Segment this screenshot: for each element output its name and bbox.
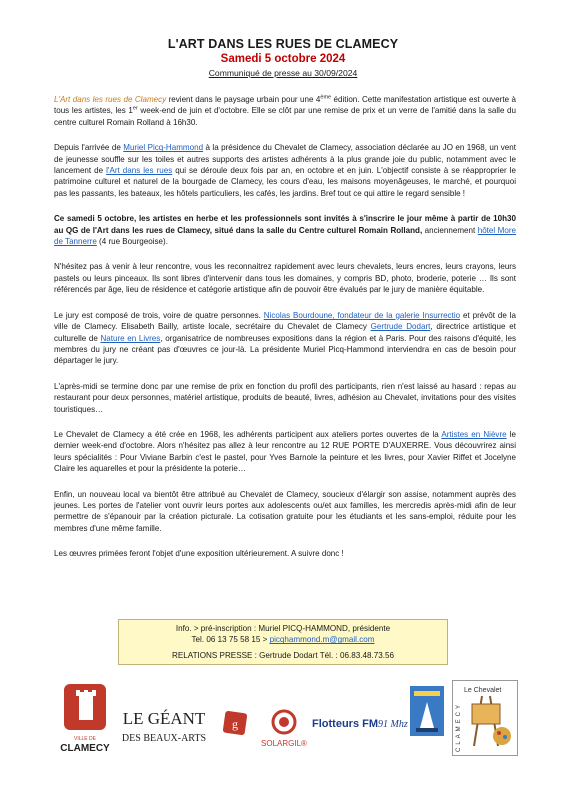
superscript: ème bbox=[320, 94, 332, 101]
link-gertrude-dodart[interactable]: Gertrude Dodart bbox=[370, 322, 431, 332]
solargil-logo bbox=[258, 708, 310, 752]
paragraph-registration bbox=[54, 213, 516, 247]
text: qui se déroule deux fois par an, en octobre et en juin. L'objectif consiste à se réapproprier le patrimoine culturel et naturel de la bourgade de Clamecy, les cours d'eau, les maisons moyenâgeuses, le marché, et pourquoi pas les passants, les bateaux, les hôtels particuliers, les cafés, les jardins. Bref tout ce qui attire le regard sensible ! bbox=[54, 166, 516, 198]
event-date: Samedi 5 octobre 2024 bbox=[220, 53, 346, 65]
text: le dernier week-end d'octobre. Alors n'hésitez pas allez à leur rencontre au 12 RUE PORTE D'AUXERRE. Vous découvrirez ainsi leurs spécialités : Pour Viviane Barbin c'est le pastel, pour Yves Barnole la peinture et les livres, pour Xavier Riffet et Jocelyne Claire les aquarelles et pour la présidente la poterie… bbox=[54, 429, 516, 474]
book-cover-image bbox=[410, 686, 444, 736]
document-body bbox=[54, 94, 516, 560]
paragraph-prizes: L'après-midi se termine donc par une remise de prix en fonction du profil des participants, rien n'est laissé au hasard : repas au restaurant pour deux personnes, matériel artistique, produits de beauté, livres, adhésion au Chevalet, invitations pour des visites touristiques… bbox=[54, 381, 516, 414]
superscript: er bbox=[132, 105, 138, 112]
clamecy-small-text: VILLE DE bbox=[74, 736, 96, 742]
text: , organisatrice de nombreuses expositions dans la région et à Paris. Pour des raisons d'équité, les membres du jury ne créant pas d'œuvres ce jour-là. La présidente Muriel Picq-Hammond interviendra en cas de besoin pour départager le jury. bbox=[54, 333, 516, 366]
info-phone: Tel. 06 13 75 58 15 > bbox=[191, 635, 270, 645]
text: week-end de juin et d'octobre. Elle se clôt par une remise de prix et un verre de l'amitié dans la salle du centre culturel Romain Rolland à 16h30. bbox=[54, 106, 517, 127]
sponsor-logos bbox=[52, 680, 522, 770]
link-nature-en-livres[interactable]: Nature en Livres bbox=[100, 333, 161, 343]
text: anciennement bbox=[422, 225, 478, 235]
paragraph-jury bbox=[54, 310, 516, 367]
paragraph-president bbox=[54, 142, 516, 199]
paragraph-closing: Les œuvres primées feront l'objet d'une exposition ultérieurement. A suivre donc ! bbox=[54, 549, 344, 559]
le-chevalet-logo bbox=[452, 680, 518, 756]
paragraph-meet-artists: N'hésitez pas à venir à leur rencontre, vous les reconnaitrez rapidement avec leurs chevalets, leurs encres, leurs crayons, leurs pastels ou leurs pinceaux. Ils sont libres d'intervenir dans tous les domaines, y compris BD, photo, broderie, poterie … Ils sont référencés par âge, lieu de résidence et catégorie artistique afin de pouvoir être évalués par le jury de manière équitable. bbox=[54, 262, 516, 295]
text: (4 rue Bourgeoise). bbox=[96, 237, 168, 247]
paragraph-new-local: Enfin, un nouveau local va bientôt être attribué au Chevalet de Clamecy, soucieux d'élargir son assise, notamment auprès des jeunes. Les portes de l'atelier vont ouvrir leurs portes aux adolescents ou/et aux familles, les mercredis après-midi afin de leur permettre de s'épanouir par la création picturale. La cotisation gratuite pour les étudiants et les sans-emploi, réduite pour les membres d'une même famille. bbox=[54, 489, 516, 533]
event-name: L'Art dans les rues de Clamecy bbox=[54, 95, 167, 104]
geant-line1: LE GÉANT bbox=[122, 709, 206, 728]
link-nicolas-bourdoune[interactable]: Nicolas Bourdoune, fondateur de la galerie Insurrectio bbox=[263, 310, 461, 320]
info-preinscription: Info. > pré-inscription : Muriel PICQ-HAMMOND, présidente bbox=[175, 624, 391, 633]
text: Depuis l'arrivée de bbox=[54, 143, 124, 153]
text: édition. Cette manifestation artistique est ouverte à tous les artistes, les 1 bbox=[54, 95, 516, 116]
info-phone-line bbox=[119, 634, 447, 645]
email-link[interactable]: picqhammond.m@gmail.com bbox=[269, 635, 375, 645]
chevalet-title: Le Chevalet bbox=[464, 687, 502, 694]
link-hotel-more-de-tannerre[interactable]: hôtel More de Tannerre bbox=[54, 225, 516, 247]
link-artistes-en-nievre[interactable]: Artistes en Nièvre bbox=[441, 429, 507, 439]
text: Le Chevalet de Clamecy a été crée en 1968, les adhérents participent aux ateliers portes ouvertes de la bbox=[54, 429, 442, 439]
text: à la présidence du Chevalet de Clamecy, association déclarée au JO en 1968, un vent de jeunesse souffle sur les toiles et autres supports des artistes adhérents à la plus grande joie du public, notamment avec le lancement de bbox=[54, 143, 516, 176]
svg-text:g: g bbox=[232, 717, 238, 731]
clamecy-logo bbox=[52, 680, 118, 760]
info-press-relations: RELATIONS PRESSE : Gertrude Dodart Tél. : 06.83.48.73.56 bbox=[172, 650, 394, 660]
text: revient dans le paysage urbain pour une 4 bbox=[166, 95, 321, 104]
paragraph-intro bbox=[54, 94, 516, 128]
link-art-dans-les-rues[interactable]: l'Art dans les rues bbox=[106, 166, 173, 176]
text: Le jury est composé de trois, voire de quatre personnes. bbox=[54, 310, 264, 320]
geant-beaux-arts-logo bbox=[120, 708, 256, 752]
text: et prévôt de la ville de Clamecy. Elisabeth Bailly, artiste locale, secrétaire du Chevalet de Clamecy bbox=[54, 310, 516, 332]
link-muriel-picq-hammond[interactable]: Muriel Picq-Hammond bbox=[123, 143, 204, 153]
flotteurs-text: Flotteurs FM bbox=[312, 718, 378, 730]
text: , directrice artistique et culturelle de bbox=[54, 322, 516, 343]
document-title: L'ART DANS LES RUES DE CLAMECY bbox=[167, 37, 399, 51]
bold-text: Ce samedi 5 octobre, les artistes en herbe et les professionnels sont invités à s'inscrire le jour même à partir de 10h30 au QG de l'Art dans les rues de Clamecy, situé dans la salle du Centre culturel Romain Rolland, bbox=[54, 214, 516, 235]
flotteurs-frequency: 91 Mhz bbox=[378, 719, 408, 730]
geant-line2: DES BEAUX-ARTS bbox=[121, 733, 207, 744]
contact-info-box bbox=[118, 619, 448, 665]
paragraph-chevalet bbox=[54, 429, 516, 475]
flotteurs-fm-logo bbox=[310, 712, 410, 734]
clamecy-text: CLAMECY bbox=[60, 743, 110, 754]
press-release-date: Communiqué de presse au 30/09/2024 bbox=[208, 68, 358, 78]
chevalet-side-text: CLAMECY bbox=[456, 701, 462, 752]
solargil-text: SOLARGIL® bbox=[261, 739, 307, 748]
